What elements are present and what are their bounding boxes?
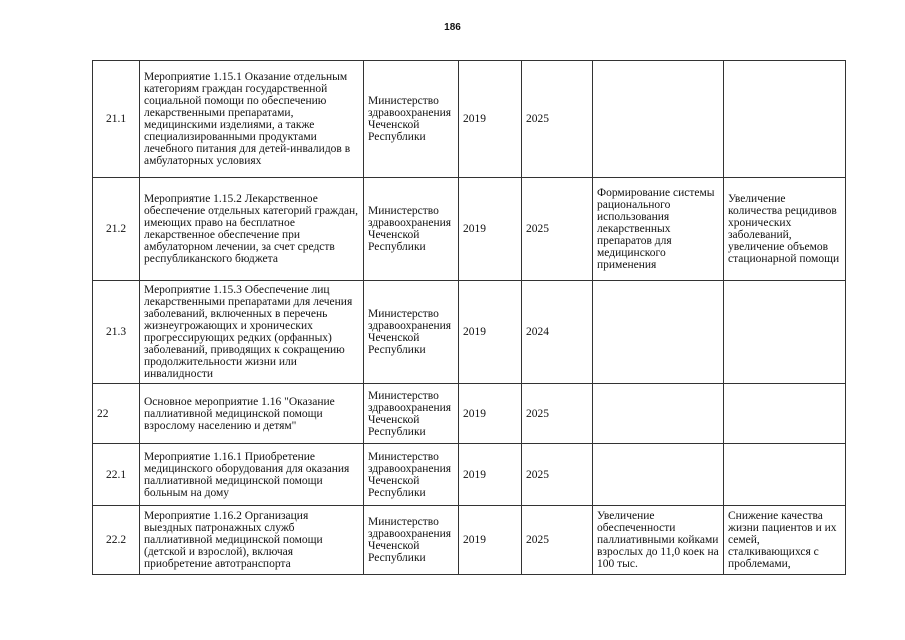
table-row <box>93 281 846 384</box>
measures-table <box>92 60 846 575</box>
executor: Министерство здравоохранения Чеченской Республики <box>364 444 459 506</box>
start-year: 2019 <box>459 444 522 506</box>
start-year: 2019 <box>459 281 522 384</box>
consequence <box>724 384 846 444</box>
event-name: Мероприятие 1.15.3 Обеспечение лиц лекарственными препаратами для лечения заболеваний, включенных в перечень жизнеугрожающих и хронических прогрессирующих редких (орфанных) заболеваний, приводящих к сокращению продолжительности жизни или инвалидности <box>140 281 364 384</box>
event-name: Мероприятие 1.16.1 Приобретение медицинского оборудования для оказания паллиативной медицинской помощи больным на дому <box>140 444 364 506</box>
row-number: 21.2 <box>93 178 140 281</box>
consequence: Снижение качества жизни пациентов и их семей, сталкивающихся с проблемами, <box>724 506 846 575</box>
start-year: 2019 <box>459 384 522 444</box>
event-name: Мероприятие 1.15.2 Лекарственное обеспечение отдельных категорий граждан, имеющих право на бесплатное лекарственное обеспечение при амбулаторном лечении, за счет средств республиканского бюджета <box>140 178 364 281</box>
executor: Министерство здравоохранения Чеченской Республики <box>364 384 459 444</box>
start-year: 2019 <box>459 178 522 281</box>
expected-result <box>593 281 724 384</box>
consequence <box>724 61 846 178</box>
end-year: 2025 <box>522 384 593 444</box>
expected-result <box>593 384 724 444</box>
consequence <box>724 444 846 506</box>
table-row <box>93 444 846 506</box>
executor: Министерство здравоохранения Чеченской Республики <box>364 506 459 575</box>
end-year: 2024 <box>522 281 593 384</box>
table-row <box>93 384 846 444</box>
table-row <box>93 178 846 281</box>
start-year: 2019 <box>459 506 522 575</box>
table-row <box>93 506 846 575</box>
start-year: 2019 <box>459 61 522 178</box>
end-year: 2025 <box>522 178 593 281</box>
expected-result: Формирование системы рационального использования лекарственных препаратов для медицинского применения <box>593 178 724 281</box>
page-number: 186 <box>444 22 461 33</box>
event-name: Мероприятие 1.16.2 Организация выездных патронажных служб паллиативной медицинской помощи (детской и взрослой), включая приобретение автотранспорта <box>140 506 364 575</box>
expected-result <box>593 61 724 178</box>
consequence <box>724 281 846 384</box>
expected-result <box>593 444 724 506</box>
row-number: 22.1 <box>93 444 140 506</box>
end-year: 2025 <box>522 506 593 575</box>
table-row <box>93 61 846 178</box>
row-number: 21.1 <box>93 61 140 178</box>
executor: Министерство здравоохранения Чеченской Республики <box>364 281 459 384</box>
consequence: Увеличение количества рецидивов хронических заболеваний, увеличение объемов стационарной помощи <box>724 178 846 281</box>
event-name: Основное мероприятие 1.16 "Оказание паллиативной медицинской помощи взрослому населению и детям" <box>140 384 364 444</box>
executor: Министерство здравоохранения Чеченской Республики <box>364 178 459 281</box>
row-number: 22.2 <box>93 506 140 575</box>
end-year: 2025 <box>522 444 593 506</box>
event-name: Мероприятие 1.15.1 Оказание отдельным категориям граждан государственной социальной помощи по обеспечению лекарственными препаратами, медицинскими изделиями, а также специализированными продуктами лечебного питания для детей-инвалидов в амбулаторных условиях <box>140 61 364 178</box>
row-number: 22 <box>93 384 140 444</box>
executor: Министерство здравоохранения Чеченской Республики <box>364 61 459 178</box>
row-number: 21.3 <box>93 281 140 384</box>
end-year: 2025 <box>522 61 593 178</box>
expected-result: Увеличение обеспеченности паллиативными койками взрослых до 11,0 коек на 100 тыс. <box>593 506 724 575</box>
